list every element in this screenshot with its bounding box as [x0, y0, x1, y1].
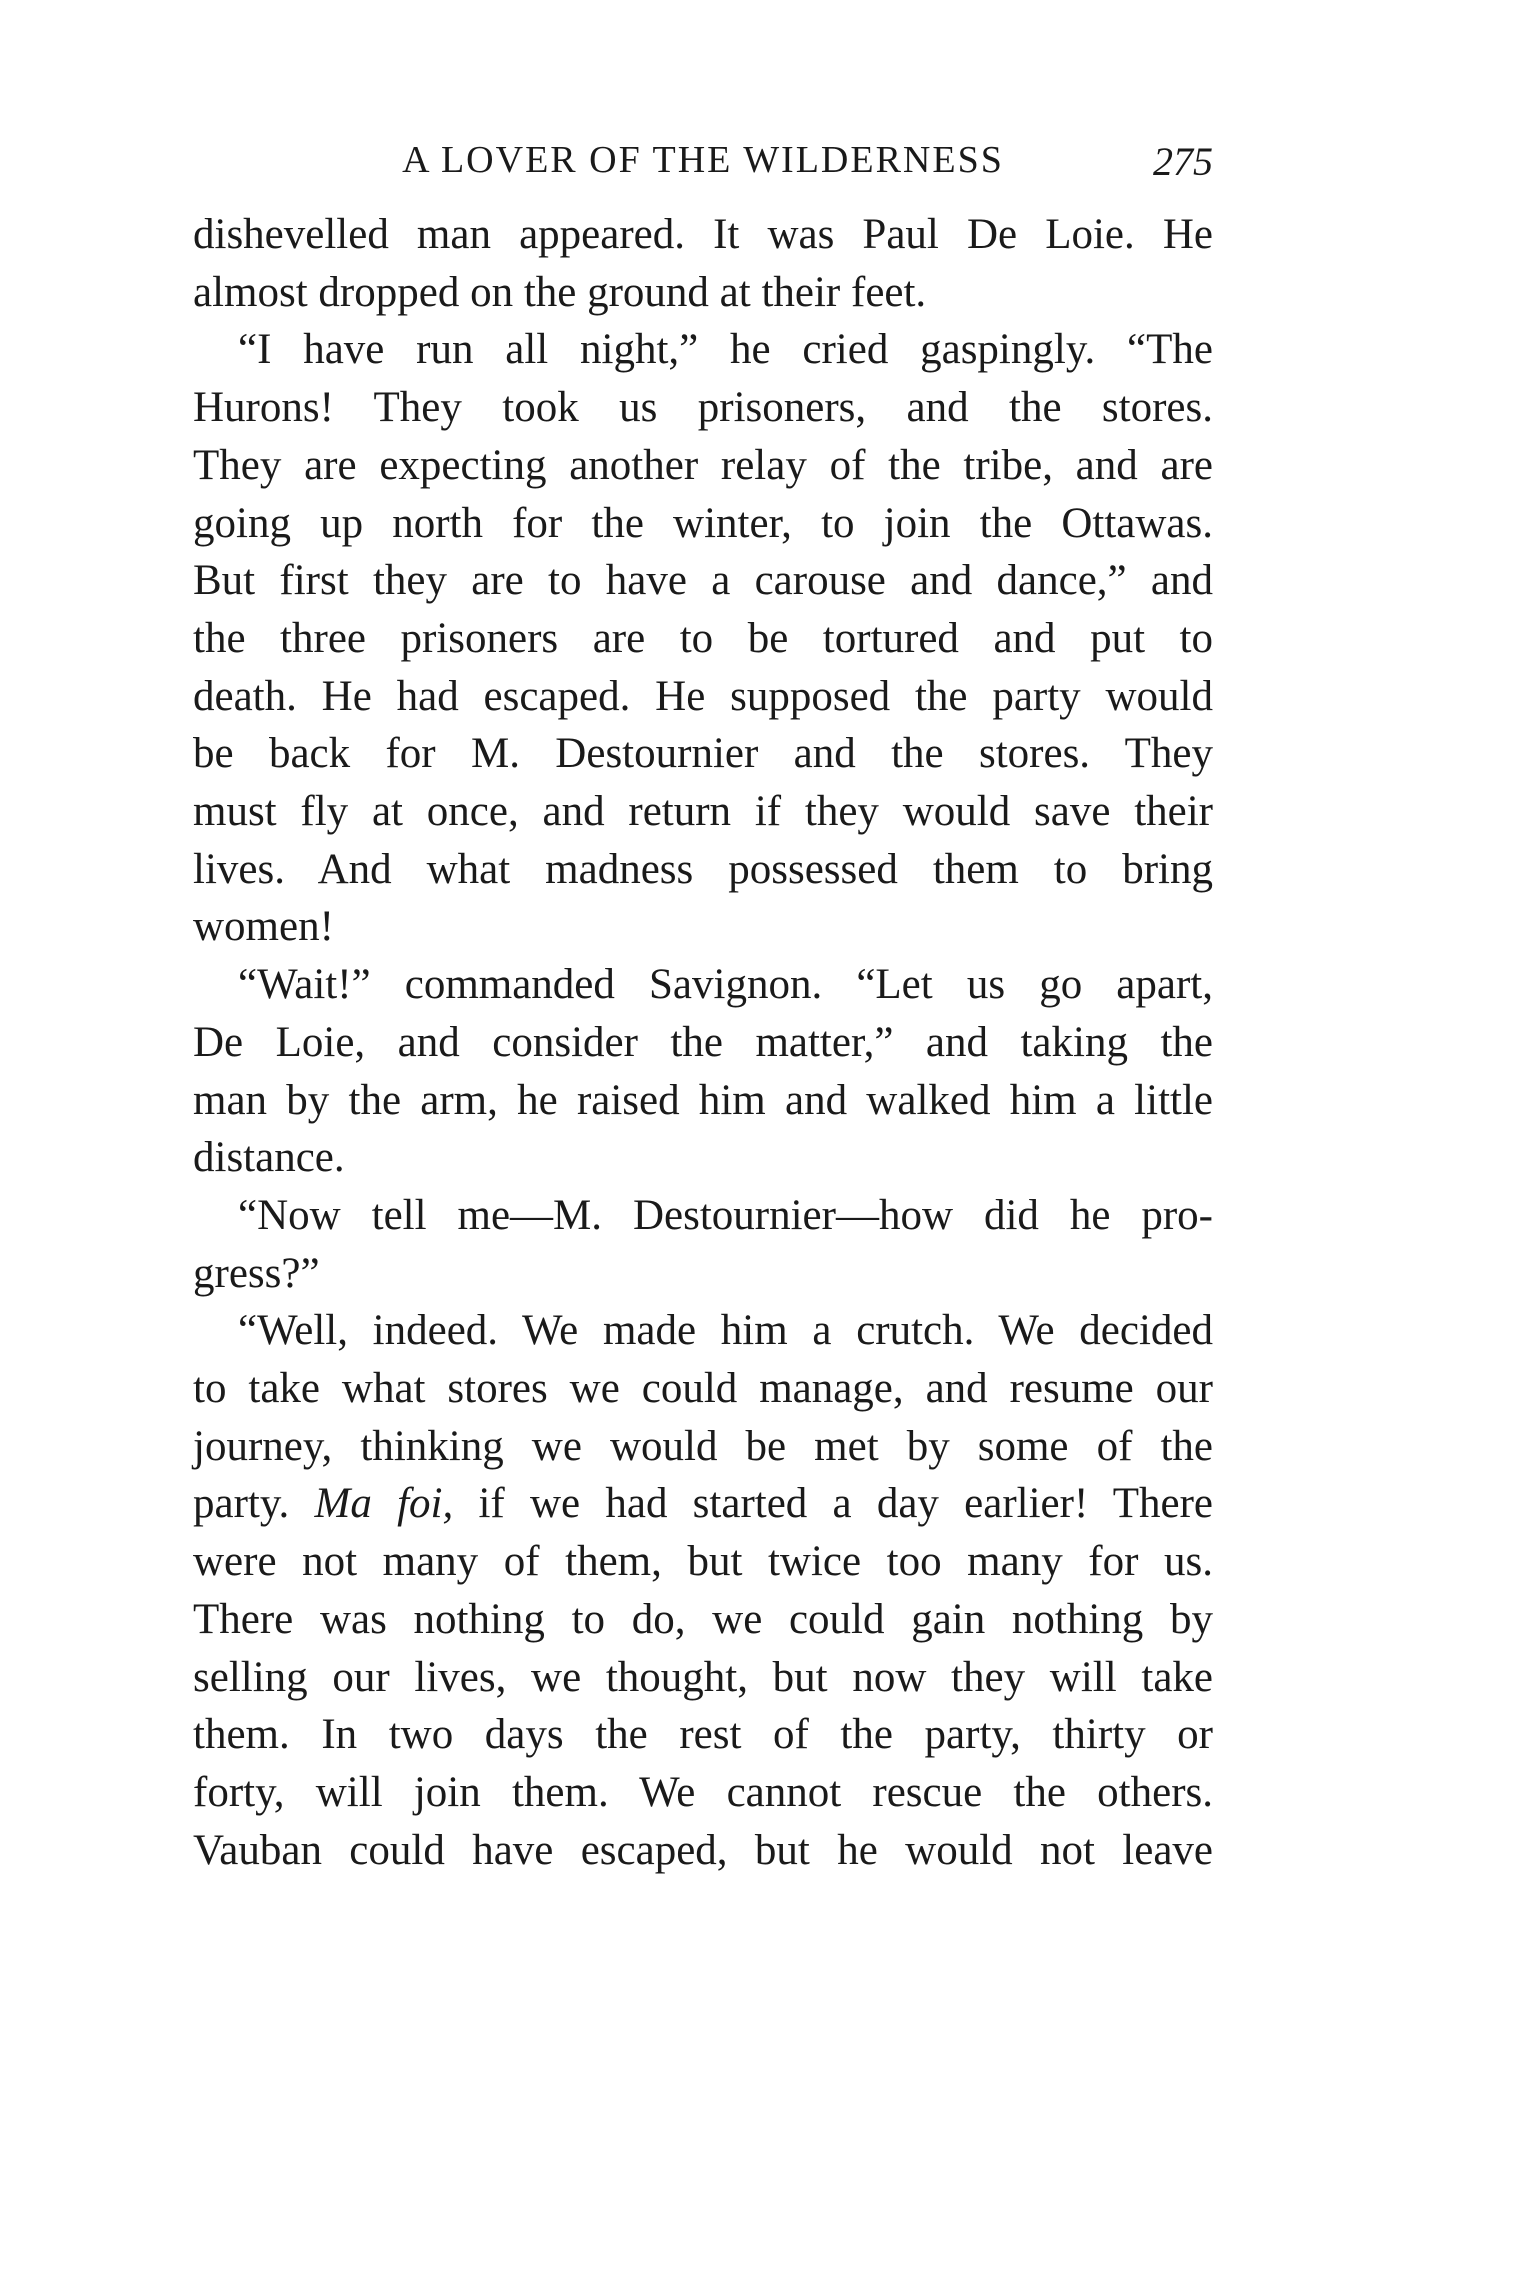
page-number: 275 [1153, 139, 1213, 184]
text-line [193, 1475, 1213, 1533]
text-line: De Loie, and consider the matter,” and taking the [193, 1018, 1213, 1066]
text-line: going up north for the winter, to join the Ottawas. [193, 499, 1213, 547]
text-line: Vauban could have escaped, but he would not leave [193, 1826, 1213, 1874]
text-line: distance. [193, 1134, 345, 1182]
text-line: almost dropped on the ground at their feet. [193, 268, 927, 316]
text-line: journey, thinking we would be met by some of the [193, 1422, 1213, 1470]
text-line: forty, will join them. We cannot rescue the others. [193, 1768, 1213, 1816]
paragraph-4 [193, 1187, 1213, 1302]
text-line: “Well, indeed. We made him a crutch. We decided [238, 1307, 1213, 1355]
text-fragment: if we had started a day earlier! There [478, 1480, 1213, 1528]
text-line: But first they are to have a carouse and dance,” and [193, 557, 1213, 605]
text-line: “Wait!” commanded Savignon. “Let us go apart, [238, 961, 1213, 1009]
text-line: were not many of them, but twice too many for us. [193, 1538, 1213, 1586]
italic-phrase: Ma foi, [314, 1480, 454, 1528]
body-text [193, 206, 1213, 1879]
text-line: There was nothing to do, we could gain nothing by [193, 1595, 1213, 1643]
text-line: selling our lives, we thought, but now they will take [193, 1653, 1213, 1701]
text-line: must fly at once, and return if they would save their [193, 788, 1213, 836]
text-line: “I have run all night,” he cried gaspingly. “The [238, 326, 1213, 374]
text-line: Hurons! They took us prisoners, and the stores. [193, 384, 1213, 432]
text-line: They are expecting another relay of the tribe, and are [193, 441, 1213, 489]
running-header [193, 130, 1213, 190]
text-line: the three prisoners are to be tortured and put to [193, 614, 1213, 662]
text-line: death. He had escaped. He supposed the party would [193, 672, 1213, 720]
text-line: gress?” [193, 1249, 320, 1297]
running-title: A LOVER OF THE WILDERNESS [402, 139, 1004, 181]
text-line: to take what stores we could manage, and resume our [193, 1365, 1213, 1413]
text-line: be back for M. Destournier and the stores. They [193, 730, 1213, 778]
paragraph-1 [193, 206, 1213, 321]
paragraph-5 [193, 1302, 1213, 1879]
paragraph-2 [193, 321, 1213, 956]
text-fragment: party. [193, 1480, 290, 1528]
text-line: women! [193, 903, 334, 951]
text-line: “Now tell me—M. Destournier—how did he pro- [238, 1191, 1213, 1239]
paragraph-3 [193, 956, 1213, 1187]
text-line: dishevelled man appeared. It was Paul De Loie. He [193, 211, 1213, 258]
text-line: lives. And what madness possessed them to bring [193, 845, 1213, 893]
text-line: them. In two days the rest of the party, thirty or [193, 1711, 1213, 1759]
text-line: man by the arm, he raised him and walked him a little [193, 1076, 1213, 1124]
